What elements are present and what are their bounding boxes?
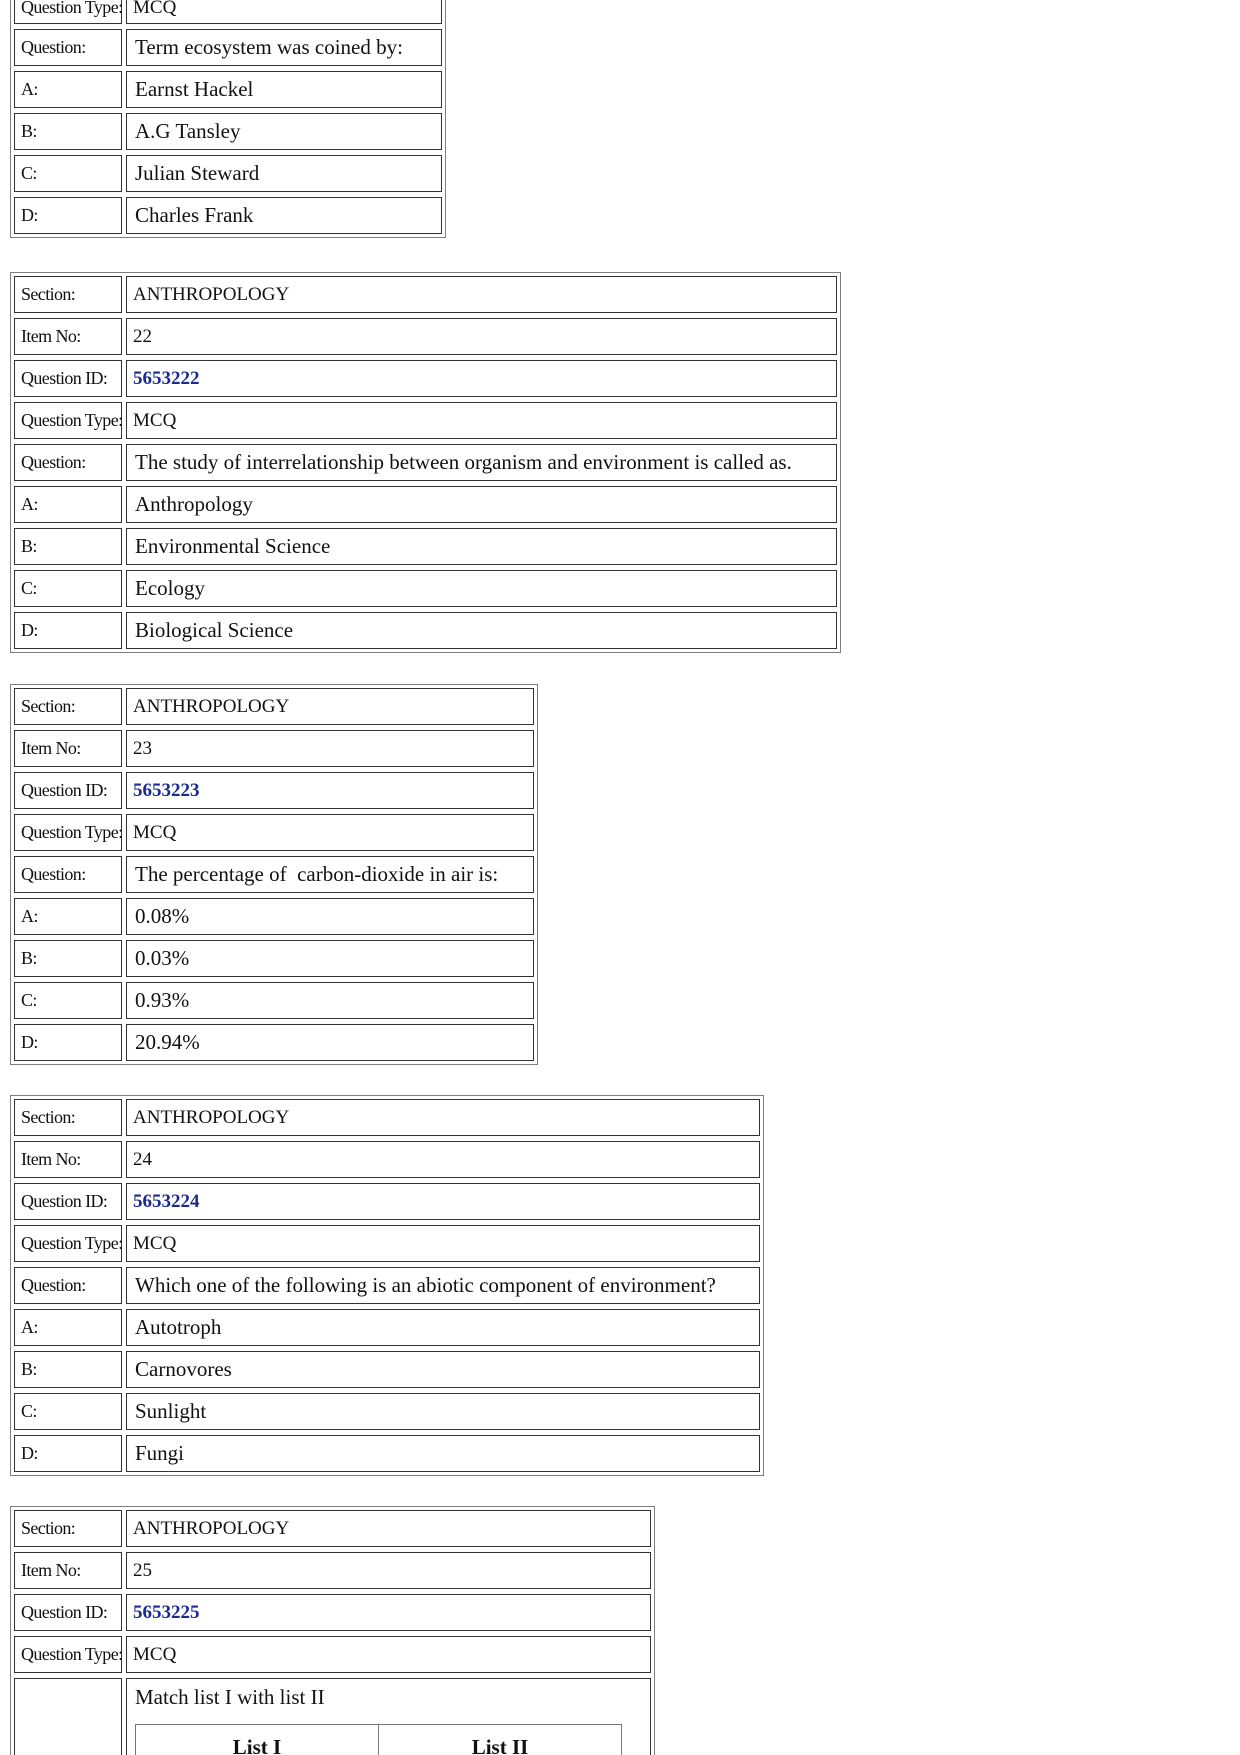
option-d-label: D: (14, 197, 122, 234)
option-a-label: A: (14, 1309, 122, 1346)
question-id-label: Question ID: (14, 1183, 122, 1220)
question-label: Question: (14, 29, 122, 66)
option-c-row (14, 570, 837, 607)
question-row (14, 1678, 651, 1755)
option-c-row (14, 1393, 760, 1430)
question-id-value: 5653225 (126, 1594, 651, 1631)
question-row (14, 856, 534, 893)
section-value: ANTHROPOLOGY (126, 1099, 760, 1136)
option-d-label: D: (14, 1024, 122, 1061)
section-row (14, 276, 837, 313)
option-c-label: C: (14, 570, 122, 607)
section-row (14, 688, 534, 725)
option-a-label: A: (14, 898, 122, 935)
question-type-value: MCQ (126, 0, 442, 24)
item-no-label: Item No: (14, 730, 122, 767)
question-block-22 (10, 272, 841, 653)
section-label: Section: (14, 276, 122, 313)
question-row (14, 1267, 760, 1304)
question-block-21 (10, 0, 446, 238)
question-block-23 (10, 684, 538, 1065)
option-c-text: 0.93% (126, 982, 534, 1019)
question-row (14, 444, 837, 481)
question-type-label: Question Type: (14, 1225, 122, 1262)
question-text: The study of interrelationship between organism and environment is called as. (126, 444, 837, 481)
question-id-row (14, 772, 534, 809)
option-d-text: Biological Science (126, 612, 837, 649)
section-label: Section: (14, 1099, 122, 1136)
question-label: Question: (14, 444, 122, 481)
question-type-row (14, 402, 837, 439)
option-b-row (14, 113, 442, 150)
item-no-row (14, 318, 837, 355)
question-block-25 (10, 1506, 655, 1755)
option-b-label: B: (14, 528, 122, 565)
option-d-text: Fungi (126, 1435, 760, 1472)
option-b-label: B: (14, 940, 122, 977)
option-a-row (14, 486, 837, 523)
section-value: ANTHROPOLOGY (126, 276, 837, 313)
question-row (14, 29, 442, 66)
question-type-row (14, 1636, 651, 1673)
option-b-row (14, 528, 837, 565)
section-value: ANTHROPOLOGY (126, 688, 534, 725)
question-id-value: 5653223 (126, 772, 534, 809)
question-id-row (14, 1183, 760, 1220)
option-c-row (14, 982, 534, 1019)
question-block-24 (10, 1095, 764, 1476)
option-d-row (14, 1024, 534, 1061)
question-label-empty (14, 1678, 122, 1755)
section-row (14, 1510, 651, 1547)
question-id-value: 5653224 (126, 1183, 760, 1220)
item-no-label: Item No: (14, 1141, 122, 1178)
question-id-label: Question ID: (14, 772, 122, 809)
question-text: The percentage of carbon-dioxide in air is: (126, 856, 534, 893)
option-b-label: B: (14, 113, 122, 150)
option-c-text: Sunlight (126, 1393, 760, 1430)
option-b-label: B: (14, 1351, 122, 1388)
option-b-text: Carnovores (126, 1351, 760, 1388)
option-c-row (14, 155, 442, 192)
question-id-label: Question ID: (14, 1594, 122, 1631)
option-d-row (14, 197, 442, 234)
item-no-row (14, 1552, 651, 1589)
question-id-row (14, 1594, 651, 1631)
section-value: ANTHROPOLOGY (126, 1510, 651, 1547)
option-a-label: A: (14, 71, 122, 108)
option-b-text: A.G Tansley (126, 113, 442, 150)
section-label: Section: (14, 688, 122, 725)
option-c-label: C: (14, 1393, 122, 1430)
item-no-label: Item No: (14, 318, 122, 355)
question-type-label: Question Type: (14, 0, 122, 24)
option-a-row (14, 71, 442, 108)
option-c-text: Julian Steward (126, 155, 442, 192)
list-1-header: List I (136, 1725, 379, 1755)
option-d-label: D: (14, 1435, 122, 1472)
question-type-value: MCQ (126, 402, 837, 439)
option-c-text: Ecology (126, 570, 837, 607)
question-label: Question: (14, 1267, 122, 1304)
item-no-value: 25 (126, 1552, 651, 1589)
option-a-label: A: (14, 486, 122, 523)
question-text: Term ecosystem was coined by: (126, 29, 442, 66)
question-id-label: Question ID: (14, 360, 122, 397)
question-type-value: MCQ (126, 1636, 651, 1673)
option-b-row (14, 940, 534, 977)
question-label: Question: (14, 856, 122, 893)
question-text: Match list I with list II (135, 1685, 325, 1709)
question-id-row (14, 360, 837, 397)
item-no-value: 23 (126, 730, 534, 767)
option-a-row (14, 1309, 760, 1346)
option-a-row (14, 898, 534, 935)
question-type-label: Question Type: (14, 1636, 122, 1673)
option-d-text: 20.94% (126, 1024, 534, 1061)
option-c-label: C: (14, 982, 122, 1019)
question-type-row (14, 814, 534, 851)
item-no-value: 24 (126, 1141, 760, 1178)
option-d-row (14, 1435, 760, 1472)
item-no-row (14, 730, 534, 767)
question-type-row (14, 1225, 760, 1262)
item-no-value: 22 (126, 318, 837, 355)
option-b-text: 0.03% (126, 940, 534, 977)
item-no-label: Item No: (14, 1552, 122, 1589)
option-d-label: D: (14, 612, 122, 649)
list-2-header: List II (471, 1735, 529, 1755)
question-type-label: Question Type: (14, 402, 122, 439)
question-type-label: Question Type: (14, 814, 122, 851)
question-cell (126, 1678, 651, 1755)
option-a-text: Autotroph (126, 1309, 760, 1346)
option-b-text: Environmental Science (126, 528, 837, 565)
option-b-row (14, 1351, 760, 1388)
option-a-text: Anthropology (126, 486, 837, 523)
option-c-label: C: (14, 155, 122, 192)
question-type-value: MCQ (126, 814, 534, 851)
section-label: Section: (14, 1510, 122, 1547)
section-row (14, 1099, 760, 1136)
option-d-text: Charles Frank (126, 197, 442, 234)
option-d-row (14, 612, 837, 649)
question-id-value: 5653222 (126, 360, 837, 397)
item-no-row (14, 1141, 760, 1178)
question-text: Which one of the following is an abiotic component of environment? (126, 1267, 760, 1304)
option-a-text: Earnst Hackel (126, 71, 442, 108)
match-list-table (135, 1724, 622, 1755)
question-type-row (14, 0, 442, 24)
option-a-text: 0.08% (126, 898, 534, 935)
question-type-value: MCQ (126, 1225, 760, 1262)
